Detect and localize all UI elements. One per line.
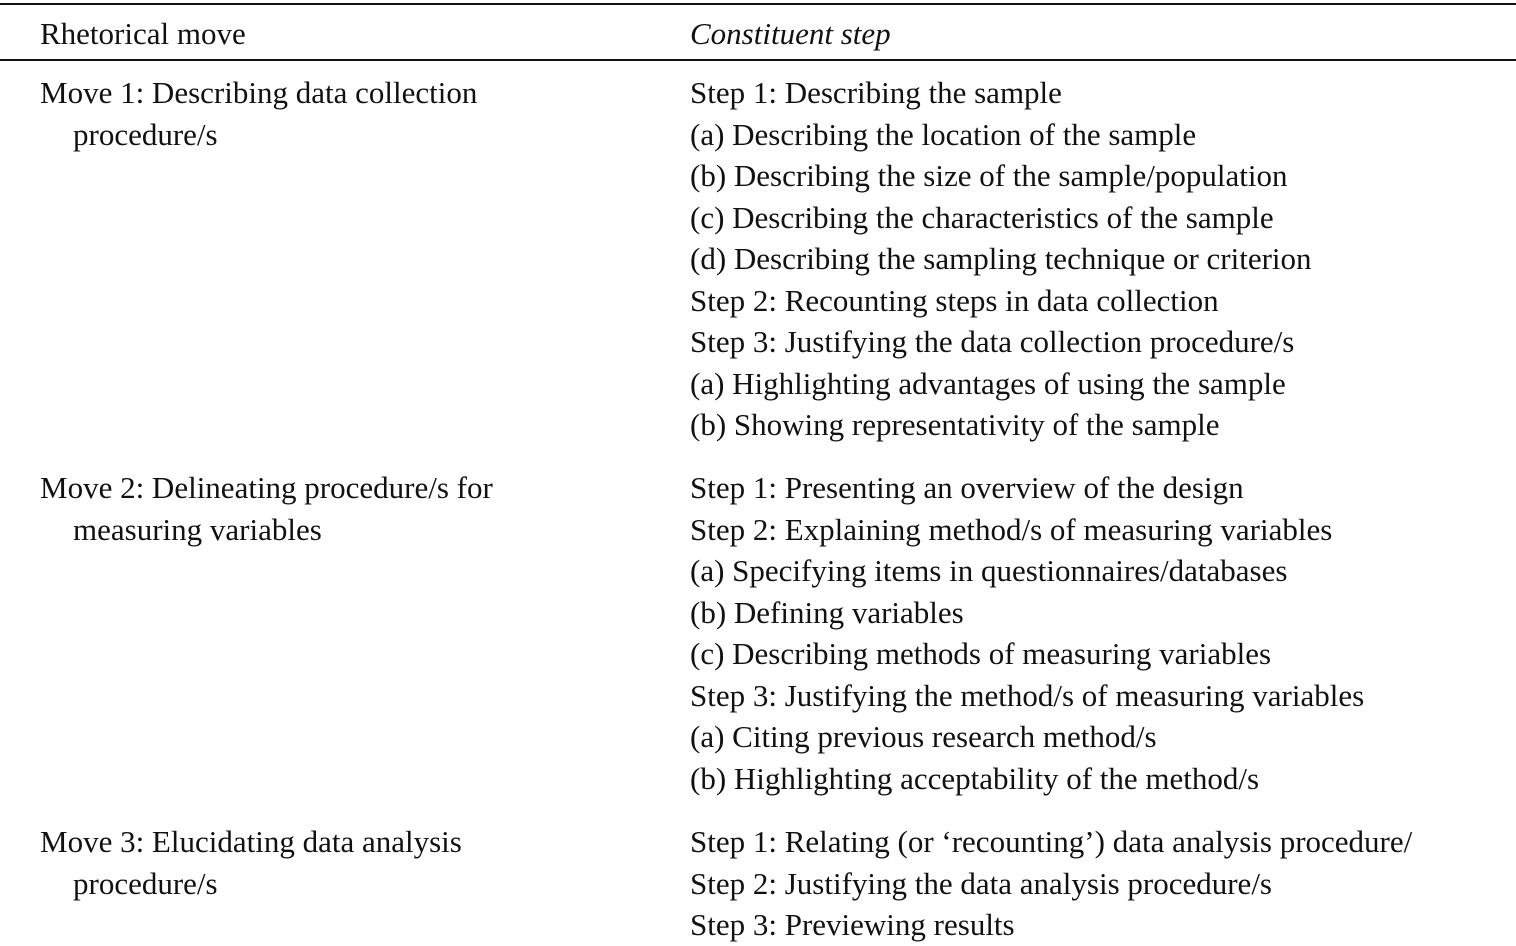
step: Step 2: Explaining method/s of measuring variables <box>690 511 1333 547</box>
move-2 <box>40 467 640 550</box>
move-3 <box>40 821 640 904</box>
header-rule <box>0 59 1516 61</box>
step: (b) Describing the size of the sample/population <box>690 158 1288 193</box>
step: Step 3: Justifying the method/s of measuring variables <box>690 677 1365 713</box>
step: (b) Showing representativity of the sample <box>690 407 1220 442</box>
step: Step 2: Recounting steps in data collection <box>690 282 1219 318</box>
step: (a) Highlighting advantages of using the sample <box>690 365 1286 401</box>
step: Step 2: Justifying the data analysis procedure/s <box>690 865 1272 901</box>
step: (a) Citing previous research method/s <box>690 719 1157 754</box>
step: Step 3: Previewing results <box>690 907 1015 942</box>
move-3-line2: procedure/s <box>73 865 218 901</box>
step: Step 3: Justifying the data collection procedure/s <box>690 324 1295 359</box>
step: Step 1: Relating (or ‘recounting’) data analysis procedure/ <box>690 824 1413 859</box>
step: (a) Describing the location of the sample <box>690 116 1197 152</box>
step: Step 1: Presenting an overview of the design <box>690 470 1244 505</box>
move-3-steps <box>690 821 1412 946</box>
move-2-steps <box>690 467 1364 799</box>
move-3-line1: Move 3: Elucidating data analysis <box>40 824 462 859</box>
top-rule <box>0 3 1516 5</box>
step: Step 1: Describing the sample <box>690 75 1062 110</box>
move-2-line1: Move 2: Delineating procedure/s for <box>40 470 493 505</box>
step: (a) Specifying items in questionnaires/databases <box>690 553 1288 588</box>
move-1-steps <box>690 72 1312 446</box>
move-1-line2: procedure/s <box>73 116 218 152</box>
step: (d) Describing the sampling technique or criterion <box>690 241 1312 276</box>
step: (b) Highlighting acceptability of the method/s <box>690 760 1260 796</box>
move-1 <box>40 72 640 155</box>
step: (c) Describing the characteristics of the sample <box>690 199 1274 235</box>
header-left: Rhetorical move <box>40 16 246 51</box>
step: (c) Describing methods of measuring variables <box>690 636 1272 671</box>
move-1-line1: Move 1: Describing data collection <box>40 75 478 110</box>
step: (b) Defining variables <box>690 594 964 630</box>
move-2-line2: measuring variables <box>73 511 322 547</box>
header-right: Constituent step <box>690 16 891 51</box>
